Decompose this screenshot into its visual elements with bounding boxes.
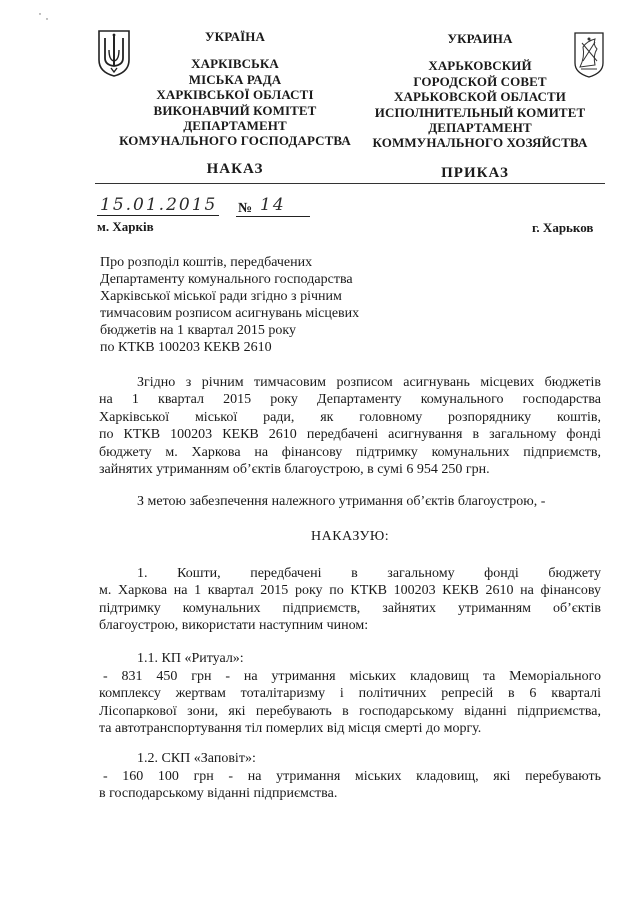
item-1-1-title: 1.1. КП «Ритуал»: [137, 651, 244, 666]
preamble-line: бюджету м. Харкова на фінансову підтримку комунальних підприємств, [99, 444, 601, 460]
number-line [236, 215, 310, 217]
preamble-paragraph [99, 374, 601, 478]
item-1-2-title: 1.2. СКП «Заповіт»: [137, 751, 256, 766]
item-1-1-line: Лісопаркової зони, які перебувають в господарському віданні підприємства, [99, 703, 601, 719]
preamble-line: зайнятих утриманням об’єктів благоустрою, в сумі 6 954 250 грн. [99, 462, 490, 478]
org-line: ВИКОНАВЧИЙ КОМІТЕТ [153, 102, 317, 118]
preamble-line: на 1 квартал 2015 року Департаменту комунального господарства [99, 392, 601, 408]
org-line: КОММУНАЛЬНОГО ХОЗЯЙСТВА [372, 135, 588, 151]
number-label: № [238, 201, 253, 216]
city-ukrainian: м. Харків [97, 219, 154, 234]
subject-line: Департаменту комунального господарства [100, 272, 353, 287]
item-1-2-paragraph [99, 768, 601, 803]
country-russian: УКРАИНА [447, 31, 513, 46]
org-line: ДЕПАРТАМЕНТ [428, 120, 532, 136]
preamble-line: по КТКВ 100203 КЕКВ 2610 передбачені асигнування в загальному фонді [99, 427, 601, 443]
subject-line: Харківської міської ради згідно з річним [100, 289, 342, 304]
number-value: 14 [260, 195, 286, 215]
item-1-1-paragraph [99, 668, 601, 738]
org-line: ГОРОДСКОЙ СОВЕТ [413, 73, 547, 89]
item-1-paragraph [99, 565, 601, 635]
org-line: МІСЬКА РАДА [188, 71, 282, 87]
org-line: ХАРЬКОВСКИЙ [428, 58, 532, 74]
city-russian: г. Харьков [532, 220, 594, 235]
header-right [360, 31, 600, 151]
org-line: ХАРКІВСЬКОЇ ОБЛАСТІ [156, 87, 314, 103]
country-ukrainian: УКРАЇНА [205, 29, 265, 44]
header-left [105, 29, 365, 149]
org-line: ИСПОЛНИТЕЛЬНЫЙ КОМИТЕТ [374, 104, 586, 120]
org-line: ХАРЬКОВСКОЙ ОБЛАСТИ [393, 89, 567, 105]
doc-type-russian: ПРИКАЗ [441, 165, 509, 181]
item-1-1-line: - 831 450 грн - на утримання міських кладовищ та Меморіального [103, 669, 601, 684]
item-1-line: благоустрою, використати наступним чином: [99, 618, 369, 634]
subject-line: Про розподіл коштів, передбачених [100, 255, 313, 270]
subject-line: по КТКВ 100203 КЕКВ 2610 [100, 340, 272, 355]
doc-type-ukrainian: НАКАЗ [206, 161, 264, 177]
preamble-line: Харківської міської ради, як головному розпоряднику коштів, [99, 409, 601, 425]
org-line: КОМУНАЛЬНОГО ГОСПОДАРСТВА [119, 133, 351, 149]
org-line: ДЕПАРТАМЕНТ [183, 118, 287, 134]
order-word: НАКАЗУЮ: [311, 529, 390, 544]
purpose-line: З метою забезпечення належного утримання об’єктів благоустрою, - [137, 494, 546, 509]
header-divider [95, 183, 605, 184]
item-1-line: м. Харкова на 1 квартал 2015 року по КТКВ 100203 КЕКВ 2610 на фінансову [99, 583, 601, 599]
item-1-1-line: та автотранспортування тіл померлих від місця смерті до моргу. [99, 721, 482, 737]
scan-specks [38, 12, 50, 22]
item-1-line: 1. Кошти, передбачені в загальному фонді бюджету [137, 566, 601, 581]
item-1-2-line: в господарському віданні підприємства. [99, 786, 338, 802]
date-value: 15.01.2015 [100, 195, 218, 215]
subject-line: тимчасовим розписом асигнувань місцевих [100, 306, 360, 321]
item-1-1-line: комплексу жертвам тоталітаризму і політичних репресій в 6 кварталі [99, 686, 601, 702]
item-1-2-line: - 160 100 грн - на утримання міських кладовищ, які перебувають [103, 769, 601, 784]
subject-line: бюджетів на 1 квартал 2015 року [100, 323, 296, 338]
org-line: ХАРКІВСЬКА [191, 56, 279, 72]
preamble-line: Згідно з річним тимчасовим розписом асигнувань місцевих бюджетів [137, 375, 601, 390]
subject-block [100, 254, 359, 356]
item-1-line: підтримку комунальних підприємств, зайнятих утриманням об’єктів [99, 600, 601, 616]
